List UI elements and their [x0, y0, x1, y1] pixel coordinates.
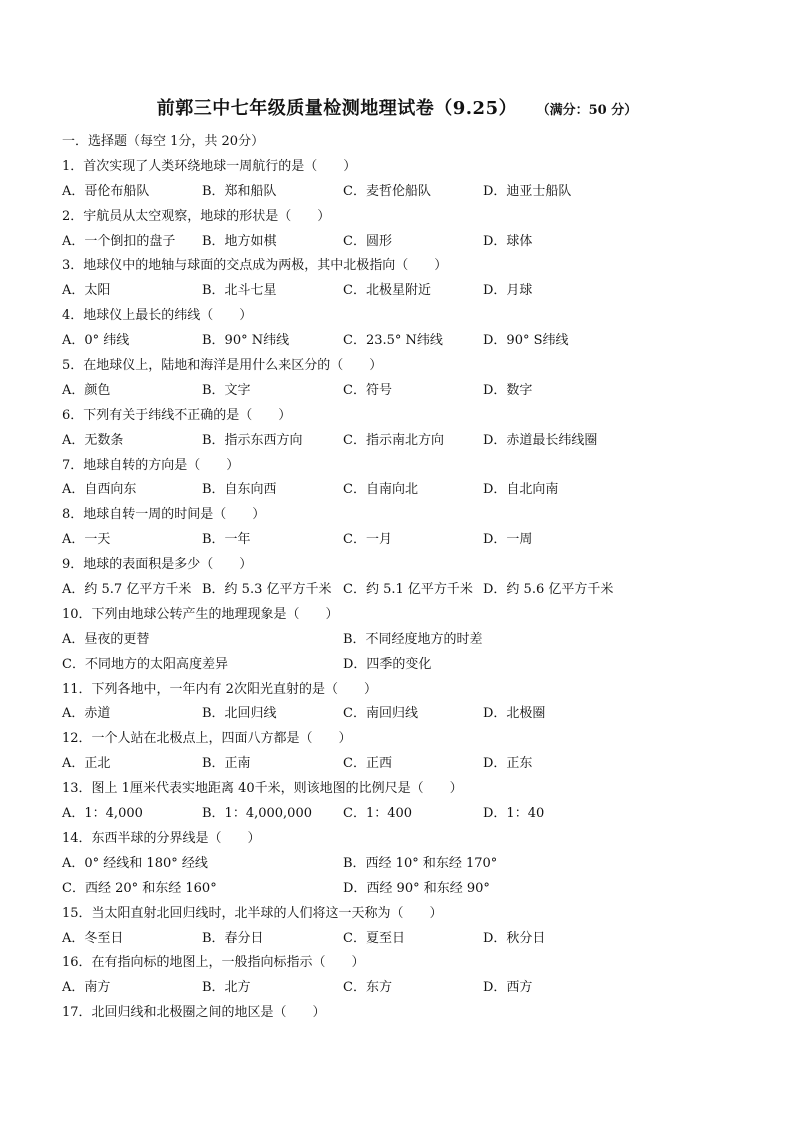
option-b[interactable]: B．约 5.3 亿平方千米	[202, 582, 332, 598]
option-d[interactable]: D．约 5.6 亿平方千米	[483, 582, 614, 598]
option-row	[62, 653, 752, 678]
option-row	[62, 279, 752, 304]
option-a[interactable]: A．昼夜的更替	[62, 631, 150, 647]
option-c[interactable]: C．不同地方的太阳高度差异	[62, 656, 228, 672]
option-b[interactable]: B．1：4,000,000	[202, 806, 312, 822]
option-d[interactable]: D．西方	[483, 980, 533, 996]
option-c[interactable]: C．指示南北方向	[343, 432, 444, 448]
question-stem: 16．在有指向标的地图上，一般指向标指示（ ）	[62, 955, 365, 971]
option-b[interactable]: B．不同经度地方的时差	[343, 631, 483, 647]
option-d[interactable]: D．1：40	[483, 806, 545, 822]
option-a[interactable]: A．太阳	[62, 283, 111, 299]
option-c[interactable]: C．一月	[343, 532, 392, 548]
option-b[interactable]: B．正南	[202, 756, 251, 772]
exam-score: （满分：50 分）	[543, 103, 638, 118]
option-b[interactable]: B．一年	[202, 532, 251, 548]
option-b[interactable]: B．北方	[202, 980, 251, 996]
question-stem: 3．地球仪中的地轴与球面的交点成为两极，其中北极指向（ ）	[62, 258, 448, 274]
option-b[interactable]: B．西经 10° 和东经 170°	[343, 855, 498, 871]
option-row	[62, 230, 752, 255]
option-c[interactable]: C．约 5.1 亿平方千米	[343, 582, 473, 598]
option-row	[62, 877, 752, 902]
question-stem: 12．一个人站在北极点上，四面八方都是（ ）	[62, 731, 352, 747]
option-a[interactable]: A．0° 经线和 180° 经线	[62, 855, 208, 871]
option-d[interactable]: D．月球	[483, 283, 533, 299]
option-d[interactable]: D．一周	[483, 532, 533, 548]
option-row	[62, 180, 752, 205]
option-c[interactable]: C．麦哲伦船队	[343, 183, 431, 199]
option-row	[62, 429, 752, 454]
option-b[interactable]: B．北回归线	[202, 706, 277, 722]
section-heading: 一．选择题（每空 1分，共 20分）	[62, 134, 265, 149]
option-c[interactable]: C．夏至日	[343, 930, 405, 946]
option-d[interactable]: D．正东	[483, 756, 533, 772]
option-d[interactable]: D．秋分日	[483, 930, 546, 946]
option-d[interactable]: D．西经 90° 和东经 90°	[343, 880, 490, 896]
option-b[interactable]: B．地方如棋	[202, 233, 277, 249]
option-b[interactable]: B．北斗七星	[202, 283, 277, 299]
option-a[interactable]: A．哥伦布船队	[62, 183, 150, 199]
option-a[interactable]: A．冬至日	[62, 930, 124, 946]
question-stem: 7．地球自转的方向是（ ）	[62, 457, 240, 473]
option-c[interactable]: C．符号	[343, 382, 392, 398]
question-stem: 14．东西半球的分界线是（ ）	[62, 830, 261, 846]
option-d[interactable]: D．赤道最长纬线圈	[483, 432, 598, 448]
question-stem: 8．地球自转一周的时间是（ ）	[62, 507, 266, 523]
option-d[interactable]: D．90° S纬线	[483, 333, 569, 349]
option-a[interactable]: A．颜色	[62, 382, 111, 398]
option-row	[62, 628, 752, 653]
option-row	[62, 927, 752, 952]
option-row	[62, 478, 752, 503]
option-b[interactable]: B．春分日	[202, 930, 264, 946]
option-b[interactable]: B．90° N纬线	[202, 333, 290, 349]
option-c[interactable]: C．北极星附近	[343, 283, 431, 299]
question-stem: 10．下列由地球公转产生的地理现象是（ ）	[62, 606, 339, 622]
option-row	[62, 329, 752, 354]
option-d[interactable]: D．四季的变化	[343, 656, 432, 672]
option-row	[62, 702, 752, 727]
option-c[interactable]: C．东方	[343, 980, 392, 996]
option-row	[62, 578, 752, 603]
option-a[interactable]: A．正北	[62, 756, 111, 772]
option-d[interactable]: D．北极圈	[483, 706, 546, 722]
option-a[interactable]: A．1：4,000	[62, 806, 143, 822]
option-row	[62, 852, 752, 877]
exam-title-main: 前郭三中七年级质量检测地理试卷（9.25）	[156, 98, 518, 119]
question-stem: 9．地球的表面积是多少（ ）	[62, 557, 253, 573]
option-c[interactable]: C．正西	[343, 756, 392, 772]
question-stem: 1．首次实现了人类环绕地球一周航行的是（ ）	[62, 158, 357, 174]
option-a[interactable]: A．自西向东	[62, 482, 137, 498]
question-stem: 6．下列有关于纬线不正确的是（ ）	[62, 407, 292, 423]
option-c[interactable]: C．西经 20° 和东经 160°	[62, 880, 217, 896]
question-stem: 2．宇航员从太空观察，地球的形状是（ ）	[62, 208, 331, 224]
option-d[interactable]: D．迪亚士船队	[483, 183, 572, 199]
option-a[interactable]: A．一个倒扣的盘子	[62, 233, 176, 249]
option-b[interactable]: B．指示东西方向	[202, 432, 303, 448]
option-c[interactable]: C．圆形	[343, 233, 392, 249]
option-a[interactable]: A．0° 纬线	[62, 333, 130, 349]
option-c[interactable]: C．1：400	[343, 806, 413, 822]
option-row	[62, 976, 752, 1001]
option-row	[62, 802, 752, 827]
question-stem: 11．下列各地中，一年内有 2次阳光直射的是（ ）	[62, 681, 377, 697]
option-a[interactable]: A．一天	[62, 532, 111, 548]
question-stem: 15．当太阳直射北回归线时，北半球的人们将这一天称为（ ）	[62, 905, 443, 921]
question-stem: 4．地球仪上最长的纬线（ ）	[62, 308, 253, 324]
exam-title	[0, 97, 794, 123]
option-a[interactable]: A．约 5.7 亿平方千米	[62, 582, 192, 598]
option-d[interactable]: D．自北向南	[483, 482, 559, 498]
option-b[interactable]: B．自东向西	[202, 482, 277, 498]
option-row	[62, 379, 752, 404]
option-c[interactable]: C．南回归线	[343, 706, 418, 722]
option-d[interactable]: D．球体	[483, 233, 533, 249]
option-b[interactable]: B．郑和船队	[202, 183, 277, 199]
question-stem: 5．在地球仪上，陆地和海洋是用什么来区分的（ ）	[62, 358, 383, 374]
option-d[interactable]: D．数字	[483, 382, 533, 398]
option-a[interactable]: A．无数条	[62, 432, 124, 448]
option-c[interactable]: C．自南向北	[343, 482, 418, 498]
option-a[interactable]: A．赤道	[62, 706, 111, 722]
option-row	[62, 528, 752, 553]
option-row	[62, 752, 752, 777]
question-stem: 13．图上 1厘米代表实地距离 40千米，则该地图的比例尺是（ ）	[62, 781, 463, 797]
option-b[interactable]: B．文字	[202, 382, 251, 398]
option-c[interactable]: C．23.5° N纬线	[343, 333, 443, 349]
question-list	[62, 130, 752, 1026]
question-stem: 17．北回归线和北极圈之间的地区是（ ）	[62, 1005, 326, 1021]
option-a[interactable]: A．南方	[62, 980, 111, 996]
